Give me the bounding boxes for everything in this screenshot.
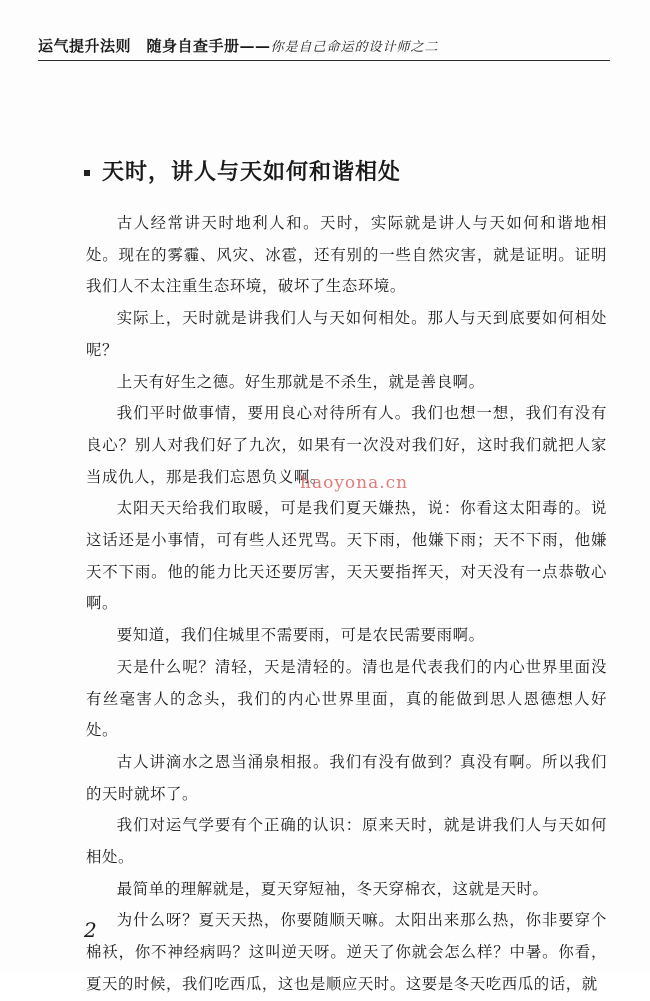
section-heading bbox=[84, 158, 401, 188]
paragraph: 我们对运气学要有个正确的认识：原来天时，就是讲我们人与天如何相处。 bbox=[86, 816, 607, 867]
running-header bbox=[38, 36, 618, 58]
header-rule bbox=[38, 60, 610, 61]
paragraph: 为什么呀？夏天天热，你要随顺天嘛。太阳出来那么热，你非要穿个棉袄，你不神经病吗？这叫逆天呀。逆天了你就会怎么样？中暑。你看，夏天的时候，我们吃西瓜，这也是顺应天时。这要是冬天吃西瓜的话，就 bbox=[86, 911, 607, 993]
paragraph: 最简单的理解就是，夏天穿短袖，冬天穿棉衣，这就是天时。 bbox=[116, 879, 549, 898]
paragraph: 上天有好生之德。好生那就是不杀生，就是善良啊。 bbox=[116, 372, 485, 391]
paragraph: 古人讲滴水之恩当涌泉相报。我们有没有做到？真没有啊。所以我们的天时就坏了。 bbox=[86, 752, 607, 803]
body-text bbox=[86, 208, 607, 1001]
watermark: haoyona.cn bbox=[300, 473, 409, 493]
paragraph: 实际上，天时就是讲我们人与天如何相处。那人与天到底要如何相处呢？ bbox=[86, 309, 607, 359]
section-title: 天时，讲人与天如何和谐相处 bbox=[102, 160, 402, 185]
paragraph: 古人经常讲天时地利人和。天时，实际就是讲人与天如何和谐地相处。现在的雾霾、风灾、冰雹，还有别的一些自然灾害，就是证明。证明我们人不太注重生态环境，破坏了生态环境。 bbox=[86, 214, 607, 296]
header-subtitle: 你是自己命运的设计师之二 bbox=[270, 40, 439, 55]
paragraph: 天是什么呢？清轻，天是清轻的。清也是代表我们的内心世界里面没有丝毫害人的念头，我们的内心世界里面，真的能做到思人恩德想人好处。 bbox=[86, 657, 607, 740]
square-bullet-icon bbox=[84, 170, 90, 176]
paragraph: 我们平时做事情，要用良心对待所有人。我们也想一想，我们有没有良心？别人对我们好了九次，如果有一次没对我们好，这时我们就把人家当成仇人，那是我们忘恩负义啊。 bbox=[86, 404, 607, 486]
paragraph: 要知道，我们住城里不需要雨，可是农民需要雨啊。 bbox=[116, 626, 485, 645]
page-number: 2 bbox=[84, 918, 97, 942]
paragraph: 太阳天天给我们取暖，可是我们夏天嫌热，说：你看这太阳毒的。说这话还是小事情，可有些人还咒骂。天下雨，他嫌下雨；天不下雨，他嫌天不下雨。他的能力比天还要厉害，天天要指挥天，对天没有一点恭敬心啊。 bbox=[86, 499, 607, 613]
header-book-title: 运气提升法则 随身自查手册—— bbox=[38, 37, 271, 55]
